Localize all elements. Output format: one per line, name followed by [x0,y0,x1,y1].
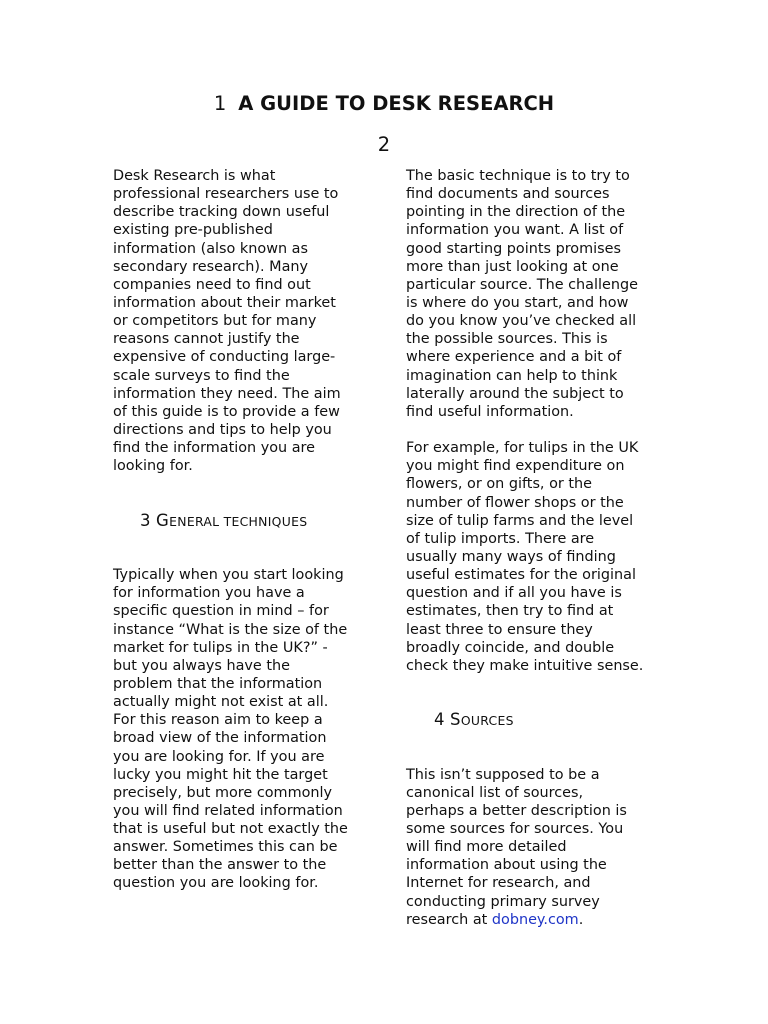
link-suffix: . [578,911,584,928]
title-text: A GUIDE TO DESK RESEARCH [238,92,555,115]
text-line: Internet for research, and [406,875,591,892]
right-column [406,167,660,929]
text-line: you are looking for. If you are [113,748,325,765]
text-line: describe tracking down useful [113,204,330,221]
text-line: find documents and sources [406,186,610,203]
text-line: good starting points promises [406,240,621,257]
intro-paragraph [113,167,365,475]
text-line: canonical list of sources, [406,784,584,801]
text-line: particular source. The challenge [406,276,638,293]
text-line: companies need to find out [113,276,311,293]
text-line: size of tulip farms and the level [406,512,634,529]
text-line: of this guide is to provide a few [113,403,340,420]
text-line: question and if all you have is [406,585,622,602]
heading-initial: G [156,510,170,530]
text-line: For this reason aim to keep a [113,712,323,729]
text-line: precisely, but more commonly [113,784,333,801]
text-line: looking for. [113,458,193,475]
text-line: Desk Research is what [113,168,276,184]
text-line: you might find expenditure on [406,458,625,475]
text-line: problem that the information [113,675,323,692]
text-line: instance “What is the size of the [113,621,348,638]
text-line: information about their market [113,294,336,311]
text-line: information (also known as [113,240,308,257]
text-line: specific question in mind – for [113,603,329,620]
text-line-with-link [406,911,660,929]
left-column [113,167,365,893]
text-line: but you always have the [113,657,290,674]
text-line: market for tulips in the UK?” - [113,639,328,656]
page-number: 2 [377,133,391,156]
section-heading-sources [406,711,660,729]
heading-rest: ENERAL TECHNIQUES [169,513,308,529]
text-line: useful estimates for the original [406,567,636,584]
text-line: existing pre-published [113,222,273,239]
document-title [0,90,768,118]
text-line: information you want. A list of [406,222,624,239]
text-line: where experience and a bit of [406,349,622,366]
text-line: of tulip imports. There are [406,530,595,547]
text-line: usually many ways of finding [406,548,616,565]
text-line: will find more detailed [406,839,567,856]
text-line: directions and tips to help you [113,421,332,438]
text-line: answer. Sometimes this can be [113,839,338,856]
dobney-link[interactable]: dobney.com [491,911,579,928]
text-line: lucky you might hit the target [113,766,328,783]
text-line: perhaps a better description is [406,802,627,819]
title-number: 1 [213,92,227,115]
text-line: broadly coincide, and double [406,639,615,656]
text-line: question you are looking for. [113,875,319,892]
sources-paragraph [406,766,660,929]
text-line: broad view of the information [113,730,327,747]
text-line: laterally around the subject to [406,385,624,402]
text-line: is where do you start, and how [406,294,629,311]
text-line: for information you have a [113,585,305,602]
text-line: better than the answer to the [113,857,327,874]
example-paragraph [406,439,660,675]
text-line: The basic technique is to try to [406,168,630,184]
text-line: imagination can help to think [406,367,618,384]
text-line: number of flower shops or the [406,494,624,511]
text-line: Typically when you start looking [113,567,344,584]
heading-number: 3 [140,510,151,530]
text-line: or competitors but for many [113,313,317,330]
text-line: find useful information. [406,403,574,420]
text-line: least three to ensure they [406,621,593,638]
text-line: information about using the [406,857,607,874]
text-line: conducting primary survey [406,893,600,910]
text-line: do you know you’ve checked all [406,313,637,330]
text-line: For example, for tulips in the UK [406,440,639,457]
text-line: some sources for sources. You [406,821,624,838]
text-line: more than just looking at one [406,258,619,275]
text-line: that is useful but not exactly the [113,821,348,838]
heading-number: 4 [434,710,445,730]
text-line: find the information you are [113,440,316,457]
techniques-paragraph [113,566,365,893]
text-line: reasons cannot justify the [113,331,300,348]
heading-initial: S [450,710,461,730]
technique-paragraph [406,167,660,421]
text-line: expensive of conducting large- [113,349,336,366]
text-line: the possible sources. This is [406,331,608,348]
text-line: actually might not exist at all. [113,694,329,711]
text-line: pointing in the direction of the [406,204,626,221]
text-line: you will find related information [113,802,343,819]
text-line: professional researchers use to [113,186,339,203]
section-heading-general-techniques [113,512,365,530]
text-line: flowers, or on gifts, or the [406,476,592,493]
heading-rest: OURCES [460,713,514,729]
text-line: This isn’t supposed to be a [406,766,600,783]
link-prefix: research at [406,911,492,928]
text-line: information they need. The aim [113,385,341,402]
text-line: scale surveys to find the [113,367,290,384]
text-line: check they make intuitive sense. [406,657,644,674]
text-line: estimates, then try to find at [406,603,614,620]
text-line: secondary research). Many [113,258,309,275]
